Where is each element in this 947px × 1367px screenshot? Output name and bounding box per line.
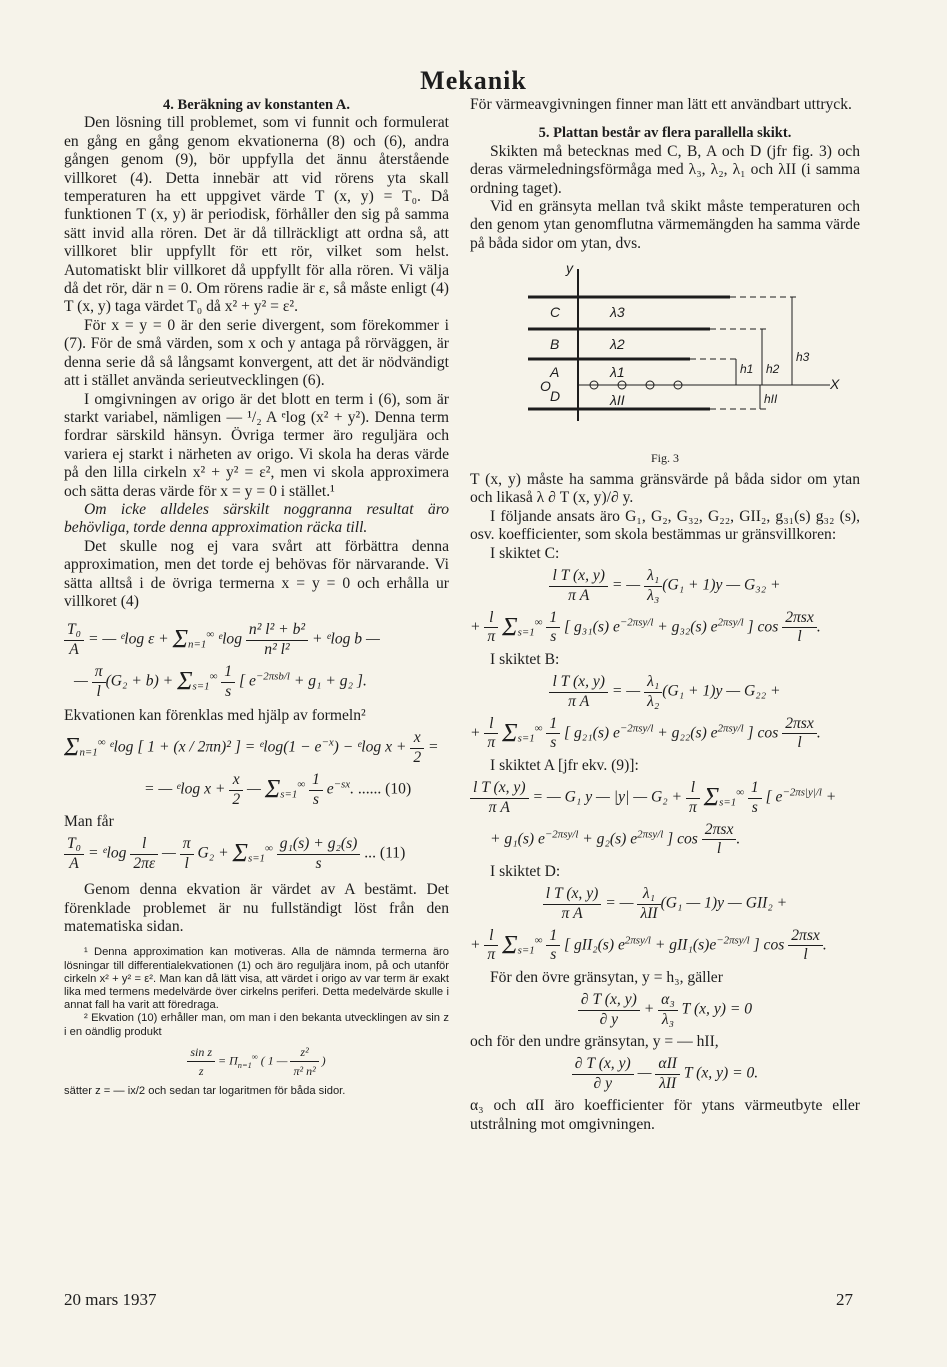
height-label: h1 [740, 362, 754, 377]
paragraph: För den övre gränsytan, y = h₃, gäller [490, 968, 723, 986]
right-column [470, 96, 860, 1134]
lambda-label: λII [610, 392, 625, 409]
equation-block: + $\frac{l}{\pi}$ $\Sigma_{s=1}^\infty$ $\frac{1}{s}$ [ gII₂(s) $e^{2\pi sy/l} + gII_1(s)e^{-2\pi sy/l}$ ] cos $\frac{\text{2πsx}}{l}$ . [470, 927, 827, 964]
height-label: h2 [766, 362, 780, 377]
paragraph: Den lösning till problemet, som vi funnit och formulerat en gång en gång genom ekvationerna (8) och (6), andra gången genom (9), bör uppfylla det ännu återstående villkoret (4). Detta innebär att vid rörens yta skall temperaturen ha ett uppgivet värde T (x, y) = T₀. Då funktionen T (x, y) är periodisk, förhåller den sig på samma sätt invid alla rören. Det är då tillräckligt att ordna så, att villkoret blir uppfyllt för ett rör, vilket som helst. Automatiskt blir villkoret då uppfyllt för alla rören. Vi välja då det rör, där n = 0. Om rörens radie är ε, så måste enligt (4) T (x, y) taga värdet T₀ då x² + y² = ε². [64, 114, 449, 316]
footnote: ² Ekvation (10) erhåller man, om man i den bekanta utvecklingen av sin z i en oändlig produkt [64, 1012, 449, 1038]
layer-heading: I skiktet D: [490, 862, 561, 880]
section-5-heading: 5. Plattan består av flera parallella skikt. [538, 125, 792, 142]
equation-block: + $\frac{l}{\pi}$ $\Sigma_{s=1}^\infty$ $\frac{1}{s}$ [ g₂₁(s) $e^{-2\pi sy/l} + g_{22}(s)$ $e^{2\pi sy/l}$ ] cos $\frac{\text{2πsx}}{l}$ . [470, 714, 821, 752]
equation-block: + $\frac{l}{\pi}$ $\Sigma_{s=1}^\infty$ $\frac{1}{s}$ [ g₃₁(s) $e^{-2\pi sy/l} + g_{32}(s)$ $e^{2\pi sy/l}$ ] cos $\frac{\text{2πsx}}{l}$ . [470, 608, 821, 646]
paragraph: I följande ansats äro G₁, G₂, G₃₂, G₂₂, GII₂, g₃₁(s) g₃₂ (s), osv. koefficienter, som skola bestämmas ur gränsvillkoren: [470, 507, 860, 544]
equation-block: $\frac{\text{T₀}}{A}$ = — ᵉlog $\varepsilon + \Sigma_{n=1}^\infty$ ᵉlog $\frac{\text{n² l² + b²}}{\text{n² l²}}$ + ᵉlog b — [64, 621, 449, 659]
layer-label: D [550, 388, 561, 405]
paragraph: T (x, y) måste ha samma gränsvärde på båda sidor om ytan och likaså λ ∂ T (x, y)/∂ y. [470, 471, 860, 507]
paragraph: För x = y = 0 är den serie divergent, som förekommer i (7). För de små värden, som x och y antaga på rörväggen, är denna serie då så långsamt konvergent, att det är nödvändigt att i stället använda serieutvecklingen (6). [64, 316, 449, 390]
y-axis-label: y [566, 261, 573, 277]
layer-heading: I skiktet A [jfr ekv. (9)]: [490, 756, 639, 774]
figure-caption: Fig. 3 [650, 450, 679, 465]
equation-block: $\frac{\text{l T (x, y)}}{\text{π A}}$ = — G₁ y — |y| — G₂ + $\frac{l}{\pi}$ $\Sigma_{s=1}^\infty$ $\frac{1}{s}$ [ $e^{-2\pi s|y|/l}$ + [470, 779, 860, 817]
layer-label: B [550, 336, 560, 353]
paragraph: För värmeavgivningen finner man lätt ett användbart uttryck. [470, 96, 852, 113]
paragraph: Vid en gränsyta mellan två skikt måste temperaturen och den genom ytan genomflutna värmemängden ha samma värde på båda sidor om ytan, dvs. [470, 198, 860, 252]
equation-number: ... (11) [364, 844, 406, 862]
paragraph: Det skulle nog ej vara svårt att förbättra denna approximation, men det torde ej behövas för närvarande. Vi sätta alltså i de övriga termerna x = y = 0 och erhålla ur villkoret (4) [64, 537, 449, 610]
equation-block: $\frac{\partial T (x, y)}{\partial y}$ + $\frac{\text{α₃}}{\text{λ₃}}$ T (x, y) = 0 [470, 991, 860, 1029]
section-header: Mekanik [420, 66, 527, 95]
paragraph: Ekvationen kan förenklas med hjälp av formeln² [64, 707, 366, 724]
paragraph: I omgivningen av origo är det blott en term i (6), som är starkt variabel, nämligen — ¹/₂ A ᵉlog (x² + y²). Denna term fordrar särskild hänsyn. Övriga termer äro reguljära och variera ej starkt i närheten av origo. Vi skola ha deras värde på den lilla cirkeln x² + y² = ε², men vi skola approximera och sätta deras värde för x = y = 0 i stället.¹ [64, 390, 449, 500]
height-label: hII [764, 392, 778, 407]
paragraph-italic: Om icke alldeles särskilt noggranna resultat äro behövliga, torde denna approximation räcka till. [64, 500, 449, 537]
equation-block: $\Sigma_{n=1}^\infty$ ᵉlog [ 1 + (x / 2πn)² ] = ᵉlog(1 − $e^{-x}$) − ᵉlog x + $\frac{x}{2}$ = [64, 729, 439, 766]
page-number: 27 [836, 1290, 853, 1309]
equation-block: — $\frac{\pi}{l}$ $(G_2 + b) + \Sigma_{s=1}^\infty$ $\frac{1}{s}$ [ $e^{-2\pi sb/l} + g_1 + g_2$ ]. [74, 663, 367, 700]
height-label: h3 [796, 350, 810, 365]
layer-label: A [550, 364, 560, 381]
equation-block: $\frac{\text{l T (x, y)}}{\text{π A}}$ = — $\frac{\text{λ₁}}{\text{λ₃}}$ (G₁ + 1)y — G₃₂ + [470, 567, 860, 605]
layer-diagram [470, 261, 860, 441]
paragraph: Man får [64, 813, 114, 831]
equation-number: ...... (10) [357, 780, 412, 798]
paragraph: och för den undre gränsytan, y = — hII, [470, 1033, 719, 1051]
lambda-label: λ3 [610, 304, 625, 321]
equation-block: $\frac{\text{l T (x, y)}}{\text{π A}}$ = — $\frac{\text{λ₁}}{\text{λ₂}}$ (G₁ + 1)y — G₂₂ + [470, 673, 860, 711]
section-4-heading: 4. Beräkning av konstanten A. [163, 97, 350, 113]
paragraph: Skikten må betecknas med C, B, A och D (jfr fig. 3) och deras värmeledningsförmåga med λ₃, λ₂, λ₁ och λII (i samma ordning taget). [470, 142, 860, 197]
equation-block: $\frac{\text{sin z}}{z}$ = $\Pi_{n=1}^\infty$ ( 1 — $\frac{\text{z²}}{\text{π² n²}}$ ) [64, 1043, 449, 1081]
figure-3 [470, 261, 860, 446]
layer-label: C [550, 304, 561, 321]
equation-block: + g₁(s) $e^{-2\pi sy/l} + g_2(s)$ $e^{2\pi sy/l}$ ] cos $\frac{\text{2πsx}}{l}$ . [490, 820, 741, 858]
footnote: sätter z = — ix/2 och sedan tar logaritmen för båda sidor. [64, 1084, 346, 1097]
layer-heading: I skiktet C: [490, 544, 560, 562]
origin-label: O [540, 378, 551, 395]
paragraph: Genom denna ekvation är värdet av A bestämt. Det förenklade problemet är nu fullständigt löst från den matematiska sidan. [64, 881, 449, 936]
x-axis-label: X [830, 376, 840, 393]
left-column [64, 96, 449, 1098]
lambda-label: λ2 [610, 336, 625, 353]
equation-block: = — ᵉlog x + $\frac{x}{2}$ — $\Sigma_{s=1}^\infty$ $\frac{1}{s}$ $e^{-sx}$. ...... (10) [144, 771, 412, 808]
layer-heading: I skiktet B: [490, 650, 560, 668]
equation-block: $\frac{\text{T₀}}{A}$ = ᵉlog $\frac{l}{2\pi\varepsilon}$ — $\frac{\pi}{l}$ $G_2 + \Sigma_{s=1}^\infty$ $\frac{\text{g₁(s) + g₂(s)}}{s}$ ... (11) [64, 835, 449, 873]
issue-date: 20 mars 1937 [64, 1290, 157, 1309]
lambda-label: λ1 [610, 364, 625, 381]
equation-block: $\frac{\text{l T (x, y)}}{\text{π A}}$ = — $\frac{\text{λ₁}}{\text{λII}}$ (G₁ — 1)y — GII₂ + [470, 885, 860, 923]
equation-block: $\frac{\partial T (x, y)}{\partial y}$ — $\frac{\text{αII}}{\text{λII}}$ T (x, y) = 0. [470, 1055, 860, 1093]
paragraph: α₃ och αII äro koefficienter för ytans värmeutbyte eller utstrålning mot omgivningen. [470, 1097, 860, 1133]
footnote: ¹ Denna approximation kan motiveras. Alla de nämnda termerna äro lösningar till differentialekvationen (1) och äro reguljära inom, på och utanför cirkeln x² + y² = ε². Man kan då lätt visa, att värdet i origo av var term är exakt lika med termens medelvärde över cirkelns periferi. Detta medelvärde skulle i annat fall ha varit att föredraga. [64, 946, 449, 1012]
